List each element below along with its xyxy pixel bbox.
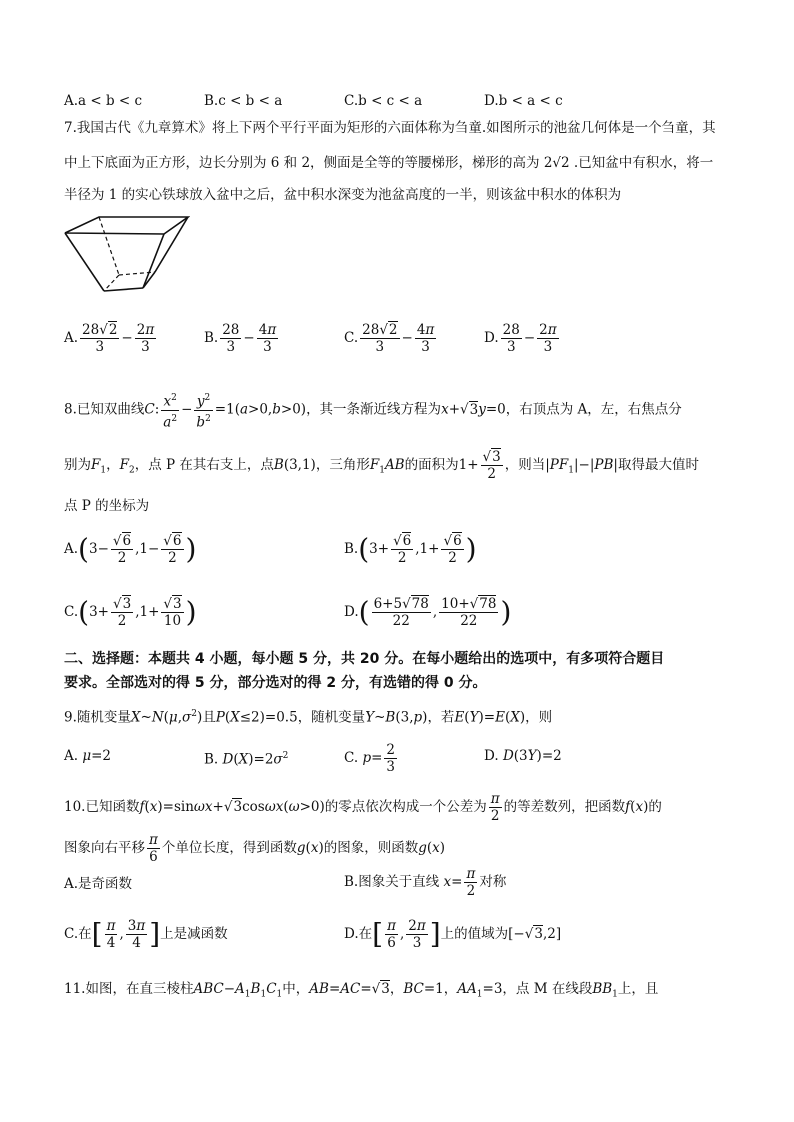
q10-option-c: C.在[ $\frac{\pi}{4}$ , $\frac{3\pi}{4}$ ]上是减函数 <box>64 917 228 951</box>
q8-option-b: B.(3+ $\frac{√6}{2}$ ,1+ $\frac{√6}{2}$ ) <box>344 532 477 566</box>
q8-option-d: D.( $\frac{6+5√78}{22}$ , $\frac{10+√78}{22}$ ) <box>344 595 512 629</box>
q9-option-b: B. $D(X)=2\sigma^2$ <box>204 751 289 768</box>
q9-option-a: A. μ=2 <box>64 748 112 764</box>
q7-line-1: 7.我国古代《九章算术》将上下两个平行平面为矩形的六面体称为刍童.如图所示的池盆几何体是一个刍童，其 <box>64 120 716 136</box>
q6-option-a: A.a < b < c <box>64 93 143 109</box>
section-2-heading-line-1: 二、选择题：本题共 4 小题，每小题 5 分，共 20 分。在每小题给出的选项中，有多项符合题目 <box>64 651 665 667</box>
q9-line: 9.随机变量$X\sim N(\mu,\sigma^2)$且P(X≤2)=0.5，随机变量Y~B(3,p)，若E(Y)=E(X)，则 <box>64 709 553 726</box>
q11-line: 11.如图，在直三棱柱$ABC-A_1B_1C_1$中，AB=AC=√3，BC=1，$AA_1=3$，点 M 在线段$BB_1$上，且 <box>64 981 659 1000</box>
q7-line-3: 半径为 1 的实心铁球放入盆中之后，盆中积水深变为池盆高度的一半，则该盆中积水的体积为 <box>64 187 622 203</box>
q10-option-b: B.图象关于直线 x= $\frac{\pi}{2}$ 对称 <box>344 866 507 899</box>
q8-line-1: 8.已知双曲线C: $\frac{x^2}{a^2}$ − $\frac{y^2}{b^2}$ =1(a>0,b>0)，其一条渐近线方程为x+√3y=0，右顶点为 A，左，右焦点分 <box>64 390 734 430</box>
q7-option-c: C. $\frac{28√2}{3}$ − $\frac{4\pi}{3}$ <box>344 322 435 355</box>
q6-option-c: C.b < c < a <box>344 93 423 109</box>
q8-option-c: C.(3+ $\frac{√3}{2}$ ,1+ $\frac{√3}{10}$ ) <box>64 595 197 629</box>
q9-option-c: C. p= $\frac{2}{3}$ <box>344 742 395 775</box>
q10-line-1: 10.已知函数f(x)=sinωx+√3cosωx(ω>0)的零点依次构成一个公差为 $\frac{\pi}{2}$ 的等差数列，把函数f(x)的 <box>64 791 662 824</box>
q7-option-b: B. $\frac{28}{3}$ − $\frac{4\pi}{3}$ <box>204 322 277 355</box>
q8-option-a: A.(3− $\frac{√6}{2}$ ,1− $\frac{√6}{2}$ ) <box>64 532 197 566</box>
q8-line-3: 点 P 的坐标为 <box>64 498 150 514</box>
q7-option-d: D. $\frac{28}{3}$ − $\frac{2\pi}{3}$ <box>484 322 557 355</box>
q10-option-d: D.在[ $\frac{\pi}{6}$ , $\frac{2\pi}{3}$ ]上的值域为[−√3,2] <box>344 917 562 951</box>
section-2-heading-line-2: 要求。全部选对的得 5 分，部分选对的得 2 分，有选错的得 0 分。 <box>64 675 487 691</box>
basin-figure <box>64 212 190 302</box>
q6-option-d: D.b < a < c <box>484 93 563 109</box>
q6-option-b: B.c < b < a <box>204 93 283 109</box>
q10-line-2: 图象向右平移 $\frac{\pi}{6}$ 个单位长度，得到函数g(x)的图象，则函数g(x) <box>64 832 446 865</box>
q7-option-a: A. $\frac{28√2}{3}$ − $\frac{2\pi}{3}$ <box>64 322 155 355</box>
q7-line-2: 中上下底面为正方形，边长分别为 6 和 2，侧面是全等的等腰梯形，梯形的高为 2√2 .已知盆中有积水，将一 <box>64 155 714 171</box>
q9-option-d: D. D(3Y)=2 <box>484 748 562 764</box>
q8-line-2: 别为$F_1$，$F_2$，点 P 在其右支上，点B(3,1)，三角形$F_1AB$的面积为1+ $\frac{√3}{2}$ ，则当$|PF_1|-|PB|$取得最大值时 <box>64 449 699 482</box>
q10-option-a: A.是奇函数 <box>64 876 133 892</box>
